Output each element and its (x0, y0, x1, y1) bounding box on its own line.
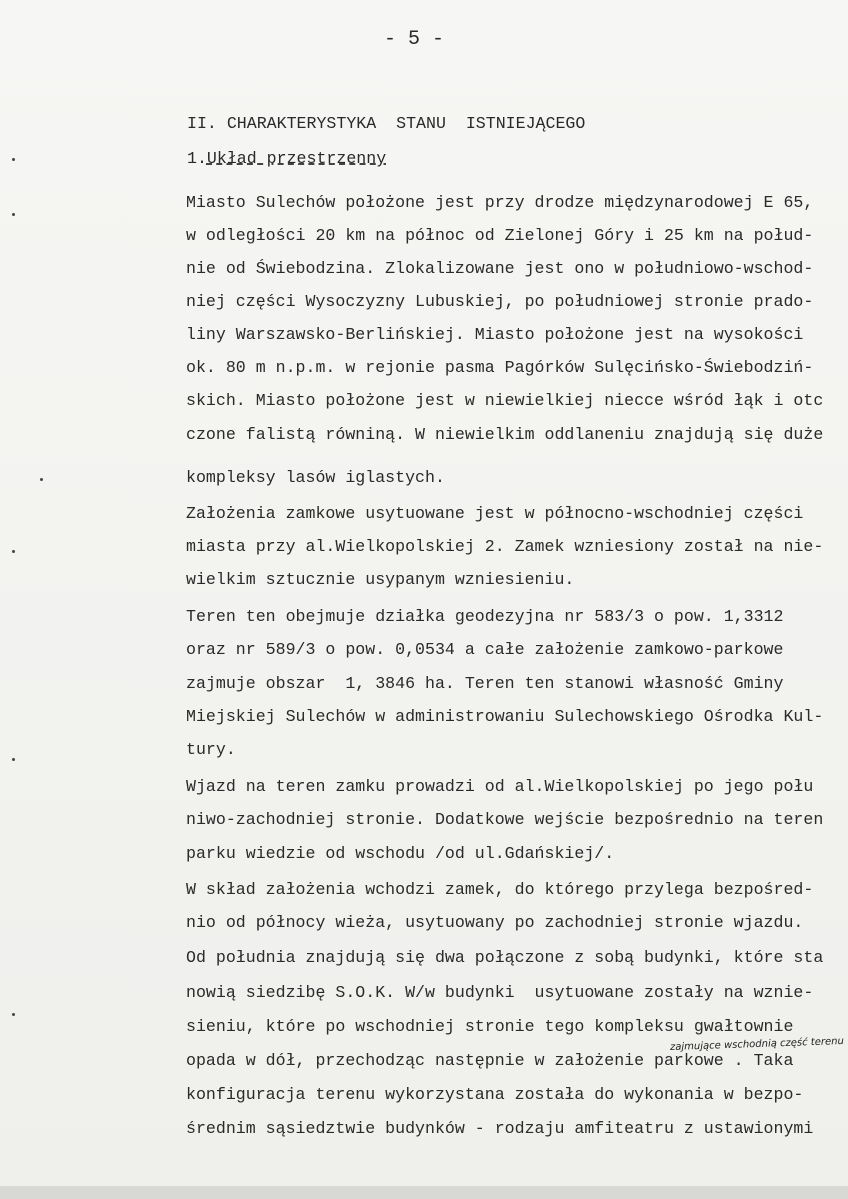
page-number: - 5 - (384, 28, 445, 51)
text-line: niwo-zachodniej stronie. Dodatkowe wejście bezpośrednio na teren (186, 810, 824, 829)
section-title: II. CHARAKTERYSTYKA STANU ISTNIEJĄCEGO (187, 114, 586, 133)
text-line: Miejskiej Sulechów w administrowaniu Sulechowskiego Ośrodka Kul- (186, 707, 824, 726)
text-line: skich. Miasto położone jest w niewielkiej niecce wśród łąk i otc (186, 391, 824, 410)
text-line: oraz nr 589/3 o pow. 0,0534 a całe założenie zamkowo-parkowe (186, 640, 784, 659)
text-line: liny Warszawsko-Berlińskiej. Miasto położone jest na wysokości (186, 325, 804, 344)
punch-mark (12, 213, 15, 216)
subsection-number: 1. (187, 149, 207, 168)
text-line: nowią siedzibę S.O.K. W/w budynki usytuowane zostały na wznie- (186, 983, 814, 1002)
punch-mark (12, 158, 15, 161)
punch-mark (12, 1013, 15, 1016)
text-line: Wjazd na teren zamku prowadzi od al.Wielkopolskiej po jego połu (186, 777, 814, 796)
punch-mark (40, 478, 43, 481)
text-line: ok. 80 m n.p.m. w rejonie pasma Pagórków Sulęcińsko-Świebodziń- (186, 358, 814, 377)
punch-mark (12, 550, 15, 553)
text-line: zajmuje obszar 1, 3846 ha. Teren ten stanowi własność Gminy (186, 674, 784, 693)
text-line: czone falistą równiną. W niewielkim oddlaneniu znajdują się duże (186, 425, 824, 444)
text-line: Od południa znajdują się dwa połączone z sobą budynki, które sta (186, 948, 824, 967)
text-line: niej części Wysoczyzny Lubuskiej, po południowej stronie prado- (186, 292, 814, 311)
handwritten-note: zajmujące wschodnią część terenu (669, 1035, 845, 1054)
text-line: nio od północy wieża, usytuowany po zachodniej stronie wjazdu. (186, 913, 804, 932)
text-line: średnim sąsiedztwie budynków - rodzaju amfiteatru z ustawionymi (186, 1119, 814, 1138)
subsection-heading (187, 149, 386, 168)
text-line: w odległości 20 km na północ od Zielonej Góry i 25 km na połud- (186, 226, 814, 245)
subsection-title: Układ przestrzenny (206, 149, 387, 168)
text-line: opada w dół, przechodząc następnie w założenie parkowe . Taka (186, 1051, 794, 1070)
text-line: parku wiedzie od wschodu /od ul.Gdańskiej/. (186, 844, 615, 863)
punch-mark (12, 758, 15, 761)
text-line: kompleksy lasów iglastych. (186, 468, 445, 487)
text-line: konfiguracja terenu wykorzystana została do wykonania w bezpo- (186, 1085, 804, 1104)
text-line: Teren ten obejmuje działka geodezyjna nr 583/3 o pow. 1,3312 (186, 607, 784, 626)
text-line: wielkim sztucznie usypanym wzniesieniu. (186, 570, 575, 589)
scan-edge (0, 1186, 848, 1199)
text-line: nie od Świebodzina. Zlokalizowane jest ono w południowo-wschod- (186, 259, 814, 278)
text-line: W skład założenia wchodzi zamek, do którego przylega bezpośred- (186, 880, 814, 899)
text-line: miasta przy al.Wielkopolskiej 2. Zamek wzniesiony został na nie- (186, 537, 824, 556)
text-line: sieniu, które po wschodniej stronie tego kompleksu gwałtownie (186, 1017, 794, 1036)
text-line: Miasto Sulechów położone jest przy drodze międzynarodowej E 65, (186, 193, 814, 212)
text-line: Założenia zamkowe usytuowane jest w północno-wschodniej części (186, 504, 804, 523)
text-line: tury. (186, 740, 236, 759)
